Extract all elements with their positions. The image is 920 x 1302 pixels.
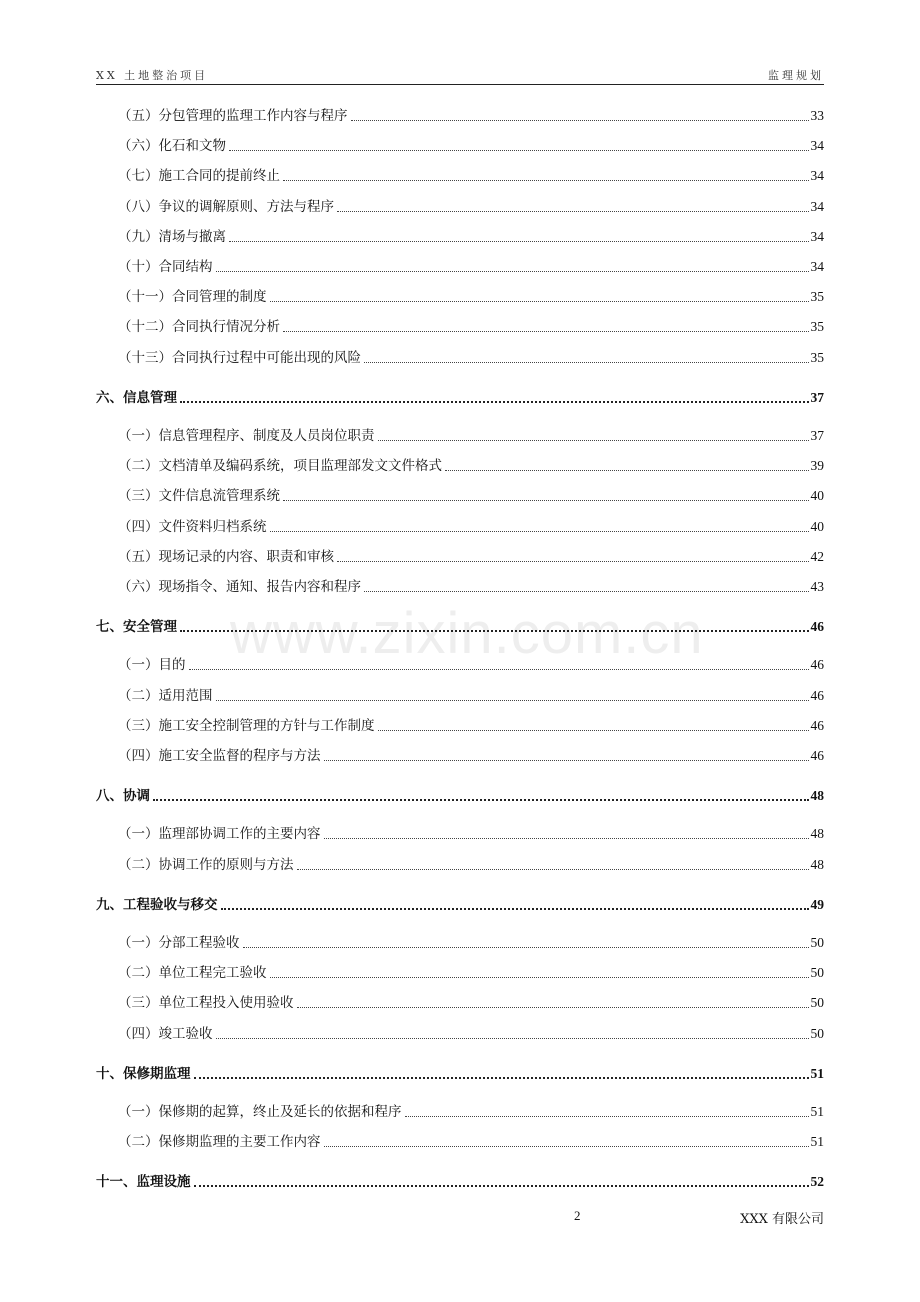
toc-dot-leader: [297, 868, 809, 870]
toc-section-entry[interactable]: [118, 686, 824, 706]
toc-dot-leader: [364, 590, 809, 592]
toc-dot-leader: [283, 499, 809, 501]
toc-entry-title: （九）清场与撤离: [118, 228, 226, 245]
toc-dot-leader: [153, 798, 809, 801]
toc-entry-page-number: 34: [810, 138, 824, 154]
toc-dot-leader: [221, 907, 809, 910]
toc-section-entry[interactable]: [118, 1132, 824, 1152]
toc-section-entry[interactable]: [118, 963, 824, 983]
toc-dot-leader: [243, 946, 809, 948]
toc-entry-page-number: 46: [810, 657, 824, 673]
toc-entry-page-number: 34: [810, 228, 824, 244]
toc-dot-leader: [378, 439, 809, 441]
toc-entry-title: （五）分包管理的监理工作内容与程序: [118, 108, 348, 124]
page-number: 2: [574, 1208, 581, 1223]
toc-chapter-entry[interactable]: [96, 1064, 824, 1084]
toc-entry-page-number: 39: [810, 458, 824, 474]
toc-entry-title: （一）监理部协调工作的主要内容: [118, 826, 321, 843]
toc-dot-leader: [194, 1076, 809, 1079]
toc-section-entry[interactable]: [118, 456, 824, 476]
toc-dot-leader: [445, 469, 809, 471]
toc-entry-title: （七）施工合同的提前终止: [118, 168, 280, 185]
toc-dot-leader: [324, 1145, 809, 1147]
toc-dot-leader: [270, 530, 809, 532]
page-footer: [96, 1208, 824, 1228]
header-document-type: 监理规划: [768, 69, 824, 82]
toc-entry-page-number: 34: [810, 168, 824, 184]
toc-entry-title: （十三）合同执行过程中可能出现的风险: [118, 349, 361, 366]
toc-entry-page-number: 51: [810, 1065, 824, 1081]
toc-entry-title: （四）文件资料归档系统: [118, 518, 267, 535]
toc-entry-page-number: 48: [810, 826, 824, 842]
toc-entry-page-number: 48: [810, 788, 824, 804]
toc-entry-title: （五）现场记录的内容、职责和审核: [118, 548, 334, 565]
watermark: www.zixin.com.cn: [230, 601, 704, 666]
toc-chapter-entry[interactable]: [96, 617, 824, 637]
toc-section-entry[interactable]: [118, 855, 824, 875]
toc-entry-page-number: 34: [810, 198, 824, 214]
toc-dot-leader: [189, 668, 809, 670]
toc-entry-title: 九、工程验收与移交: [96, 896, 218, 913]
toc-entry-page-number: 35: [810, 349, 824, 365]
toc-entry-page-number: 33: [810, 108, 824, 123]
toc-dot-leader: [270, 300, 809, 302]
toc-entry-title: （二）适用范围: [118, 687, 213, 704]
toc-entry-title: （一）保修期的起算，终止及延长的依据和程序: [118, 1104, 402, 1120]
toc-entry-page-number: 52: [810, 1174, 824, 1190]
toc-entry-page-number: 35: [810, 289, 824, 305]
toc-dot-leader: [351, 119, 809, 121]
toc-entry-page-number: 50: [810, 965, 824, 981]
toc-entry-page-number: 34: [810, 259, 824, 274]
toc-chapter-entry[interactable]: [96, 1172, 824, 1192]
toc-entry-title: （一）目的: [118, 657, 186, 674]
toc-entry-title: （二）文档清单及编码系统，项目监理部发文文件格式: [118, 458, 442, 475]
toc-section-entry[interactable]: [118, 348, 824, 368]
toc-entry-page-number: 46: [810, 619, 824, 635]
toc-section-entry[interactable]: [118, 317, 824, 337]
toc-section-entry[interactable]: [118, 1102, 824, 1122]
toc-section-entry[interactable]: [118, 993, 824, 1013]
toc-dot-leader: [405, 1115, 809, 1117]
toc-entry-page-number: 50: [810, 935, 824, 950]
toc-section-entry[interactable]: [118, 824, 824, 844]
toc-section-entry[interactable]: [118, 547, 824, 567]
toc-entry-title: （三）施工安全控制管理的方针与工作制度: [118, 717, 375, 734]
toc-entry-title: （二）单位工程完工验收: [118, 965, 267, 982]
toc-entry-page-number: 40: [810, 518, 824, 534]
toc-section-entry[interactable]: [118, 287, 824, 307]
toc-dot-leader: [283, 330, 809, 332]
toc-entry-title: （四）施工安全监督的程序与方法: [118, 748, 321, 764]
toc-entry-title: （三）单位工程投入使用验收: [118, 995, 294, 1012]
toc-section-entry[interactable]: [118, 106, 824, 126]
toc-entry-page-number: 46: [810, 717, 824, 733]
toc-section-entry[interactable]: [118, 486, 824, 506]
toc-entry-page-number: 51: [810, 1104, 824, 1119]
toc-dot-leader: [216, 270, 809, 272]
toc-section-entry[interactable]: [118, 136, 824, 156]
toc-section-entry[interactable]: [118, 746, 824, 766]
toc-section-entry[interactable]: [118, 197, 824, 217]
toc-entry-page-number: 50: [810, 995, 824, 1011]
toc-entry-page-number: 46: [810, 687, 824, 703]
toc-dot-leader: [324, 759, 809, 761]
toc-dot-leader: [229, 149, 809, 151]
footer-company: XXX 有限公司: [740, 1212, 824, 1227]
toc-dot-leader: [180, 629, 809, 632]
toc-entry-title: （八）争议的调解原则、方法与程序: [118, 198, 334, 215]
toc-entry-page-number: 46: [810, 748, 824, 763]
toc-dot-leader: [337, 560, 809, 562]
toc-section-entry[interactable]: [118, 257, 824, 277]
toc-entry-page-number: 35: [810, 319, 824, 335]
toc-section-entry[interactable]: [118, 933, 824, 953]
toc-dot-leader: [283, 179, 809, 181]
toc-dot-leader: [216, 699, 809, 701]
toc-entry-title: （十二）合同执行情况分析: [118, 319, 280, 336]
toc-dot-leader: [270, 976, 809, 978]
toc-entry-title: （一）信息管理程序、制度及人员岗位职责: [118, 428, 375, 444]
toc-entry-title: 十、保修期监理: [96, 1065, 191, 1082]
toc-dot-leader: [229, 240, 809, 242]
page-header: [96, 64, 824, 85]
toc-entry-title: （二）协调工作的原则与方法: [118, 856, 294, 873]
toc-dot-leader: [378, 729, 809, 731]
toc-entry-title: （十一）合同管理的制度: [118, 289, 267, 306]
toc-dot-leader: [337, 210, 809, 212]
toc-entry-title: （六）化石和文物: [118, 138, 226, 155]
toc-section-entry[interactable]: [118, 1024, 824, 1044]
toc-dot-leader: [194, 1184, 809, 1187]
toc-entry-page-number: 48: [810, 856, 824, 872]
toc-entry-page-number: 49: [810, 896, 824, 912]
toc-entry-page-number: 37: [810, 428, 824, 443]
toc-entry-page-number: 51: [810, 1134, 824, 1150]
toc-entry-page-number: 50: [810, 1025, 824, 1041]
toc-section-entry[interactable]: [118, 227, 824, 247]
toc-section-entry[interactable]: [118, 655, 824, 675]
toc-entry-title: （四）竣工验收: [118, 1025, 213, 1042]
toc-entry-page-number: 42: [810, 548, 824, 564]
toc-entry-title: （二）保修期监理的主要工作内容: [118, 1134, 321, 1151]
toc-entry-page-number: 40: [810, 488, 824, 504]
toc-entry-title: （十）合同结构: [118, 259, 213, 275]
toc-section-entry[interactable]: [118, 166, 824, 186]
toc-section-entry[interactable]: [118, 577, 824, 597]
toc-dot-leader: [324, 837, 809, 839]
toc-entry-title: （三）文件信息流管理系统: [118, 488, 280, 505]
toc-dot-leader: [297, 1006, 809, 1008]
toc-entry-title: 八、协调: [96, 788, 150, 805]
toc-dot-leader: [364, 361, 809, 363]
toc-dot-leader: [180, 400, 809, 403]
header-project-title: XX 土地整治项目: [96, 69, 209, 82]
toc-entry-title: 六、信息管理: [96, 389, 177, 406]
toc-section-entry[interactable]: [118, 517, 824, 537]
toc-chapter-entry[interactable]: [96, 895, 824, 915]
toc-chapter-entry[interactable]: [96, 786, 824, 806]
toc-entry-title: （一）分部工程验收: [118, 935, 240, 951]
toc-chapter-entry[interactable]: [96, 388, 824, 408]
toc-entry-title: （六）现场指令、通知、报告内容和程序: [118, 579, 361, 595]
toc-entry-title: 十一、监理设施: [96, 1174, 191, 1191]
toc-section-entry[interactable]: [118, 716, 824, 736]
toc-dot-leader: [216, 1037, 809, 1039]
toc-entry-page-number: 37: [810, 389, 824, 405]
toc-entry-title: 七、安全管理: [96, 619, 177, 636]
toc-entry-page-number: 43: [810, 579, 824, 594]
toc-section-entry[interactable]: [118, 426, 824, 446]
